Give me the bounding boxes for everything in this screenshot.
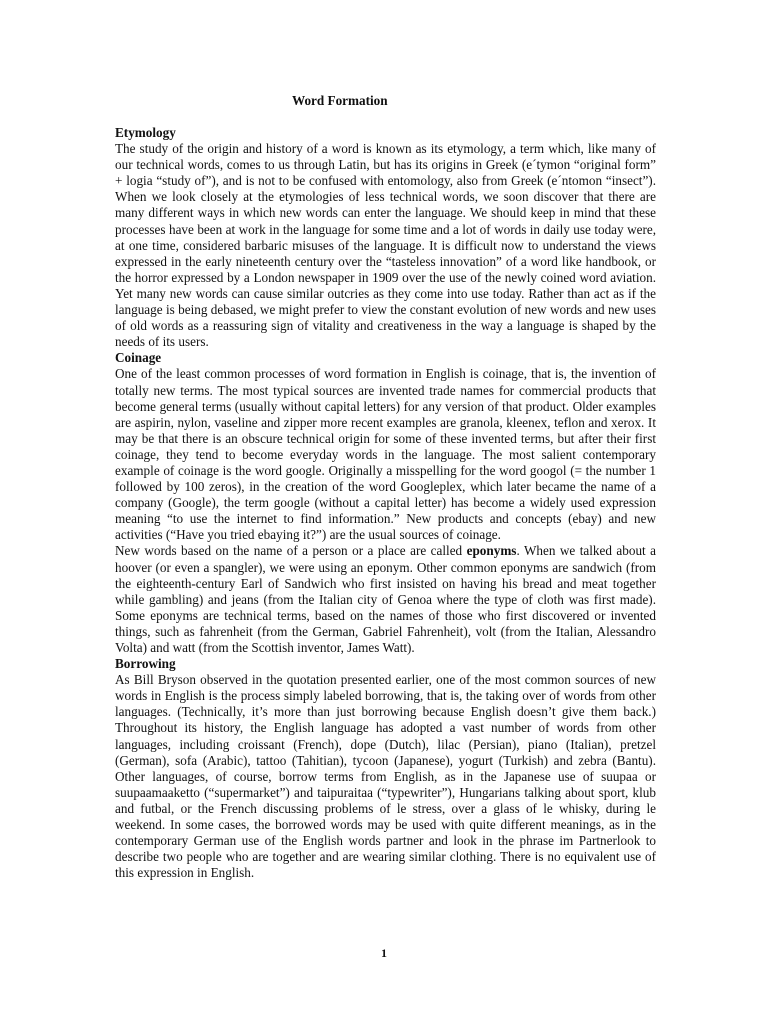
eponyms-term: eponyms [466, 543, 517, 559]
paragraph-etymology: The study of the origin and history of a word is known as its etymology, a term which, like many of our technical words, comes to us through Latin, but has its origins in Greek (e´tymon “original form” + logia “study of”), and is not to be confused with entomology, also from Greek (e´ntomon “insect”). When we look closely at the etymologies of less technical words, we soon discover that there are many different ways in which new words can enter the language. We should keep in mind that these processes have been at work in the language for some time and a lot of words in daily use today were, at one time, considered barbaric misuses of the language. It is difficult now to understand the views expressed in the early nineteenth century over the “tasteless innovation” of a word like handbook, or the horror expressed by a London newspaper in 1909 over the use of the newly coined word aviation. Yet many new words can cause similar outcries as they come into use today. Rather than act as if the language is being debased, we might prefer to view the constant evolution of new words and new uses of old words as a reassuring sign of vitality and creativeness in the way a language is shaped by the needs of its users. [115, 141, 656, 350]
paragraph-eponyms [115, 543, 656, 656]
heading-borrowing: Borrowing [115, 656, 176, 672]
heading-etymology: Etymology [115, 125, 176, 140]
document-body [115, 125, 656, 881]
eponyms-text-after: . When we talked about a hoover (or even a spangler), we were using an eponym. Other common eponyms are sandwich (from the eighteenth-century Earl of Sandwich who first insisted on having his bread and meat together while gambling) and jeans (from the Italian city of Genoa where the type of cloth was first made). Some eponyms are technical terms, based on the names of those who first discovered or invented things, such as fahrenheit (from the German, Gabriel Fahrenheit), volt (from the Italian, Alessandro Volta) and watt (from the Scottish inventor, James Watt). [115, 543, 657, 655]
heading-coinage: Coinage [115, 350, 162, 366]
page-title: Word Formation [292, 93, 388, 108]
eponyms-text-before: New words based on the name of a person or a place are called [115, 543, 467, 559]
paragraph-coinage: One of the least common processes of word formation in English is coinage, that is, the invention of totally new terms. The most typical sources are invented trade names for commercial products that become general terms (usually without capital letters) for any version of that product. Older examples are aspirin, nylon, vaseline and zipper more recent examples are granola, kleenex, teflon and xerox. It may be that there is an obscure technical origin for some of these invented terms, but after their first coinage, they tend to become everyday words in the language. The most salient contemporary example of coinage is the word google. Originally a misspelling for the word googol (= the number 1 followed by 100 zeros), in the creation of the word Googleplex, which later became the name of a company (Google), the term google (without a capital letter) has become a widely used expression meaning “to use the internet to find information.” New products and concepts (ebay) and new activities (“Have you tried ebaying it?”) are the usual sources of coinage. [115, 366, 656, 543]
paragraph-borrowing: As Bill Bryson observed in the quotation presented earlier, one of the most common sources of new words in English is the process simply labeled borrowing, that is, the taking over of words from other languages. (Technically, it’s more than just borrowing because English doesn’t give them back.) Throughout its history, the English language has adopted a vast number of words from other languages, including croissant (French), dope (Dutch), lilac (Persian), piano (Italian), pretzel (German), sofa (Arabic), tattoo (Tahitian), tycoon (Japanese), yogurt (Turkish) and zebra (Bantu). Other languages, of course, borrow terms from English, as in the Japanese use of suupaa or suupaamaaketto (“supermarket”) and taipuraitaa (“typewriter”), Hungarians talking about sport, klub and futbal, or the French discussing problems of le stress, over a glass of le whisky, during le weekend. In some cases, the borrowed words may be used with quite different meanings, as in the contemporary German use of the English words partner and look in the phrase im Partnerlook to describe two people who are together and are wearing similar clothing. There is no equivalent use of this expression in English. [115, 672, 656, 881]
page-number: 1 [381, 946, 387, 960]
